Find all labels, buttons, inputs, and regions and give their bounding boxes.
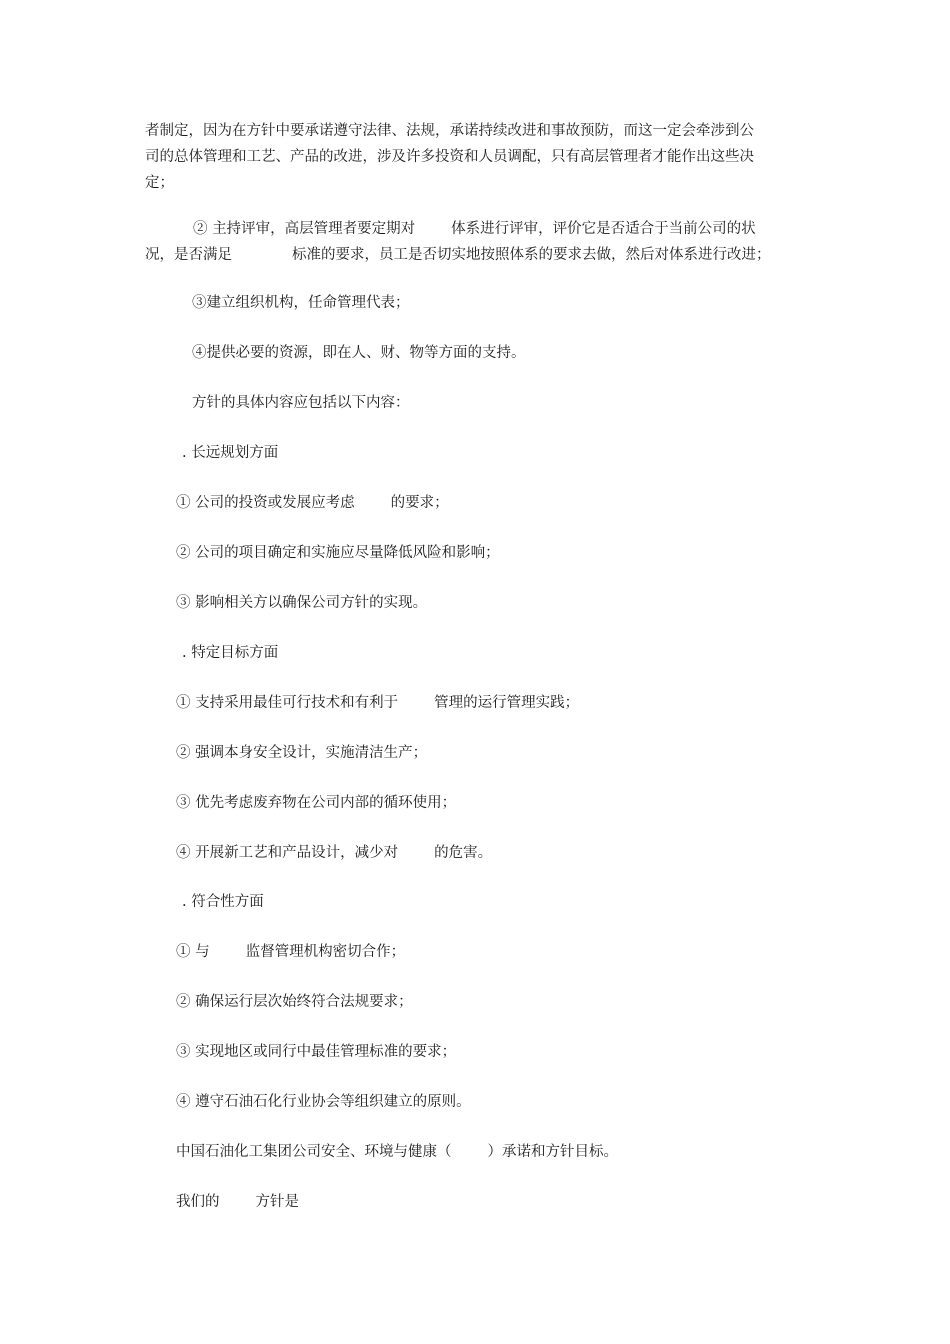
section-b-item-4: ④ 开展新工艺和产品设计，减少对 的危害。 xyxy=(176,845,493,861)
section-c-item-1: ① 与 监督管理机构密切合作； xyxy=(176,944,406,960)
item-2-line-2: 况，是否满足 标准的要求，员工是否切实地按照体系的要求去做，然后对体系进行改进； xyxy=(145,247,771,263)
policy-intro: 方针的具体内容应包括以下内容： xyxy=(192,395,410,411)
section-c-item-4: ④ 遵守石油石化行业协会等组织建立的原则。 xyxy=(176,1094,471,1110)
section-a-item-3: ③ 影响相关方以确保公司方针的实现。 xyxy=(176,595,428,611)
section-a-item-2: ② 公司的项目确定和实施应尽量降低风险和影响； xyxy=(176,545,500,561)
section-b-item-3: ③ 优先考虑废弃物在公司内部的循环使用； xyxy=(176,795,457,811)
section-b-item-1: ① 支持采用最佳可行技术和有利于 管理的运行管理实践； xyxy=(176,695,580,711)
section-a-heading: . 长远规划方面 xyxy=(182,445,279,461)
section-a-item-1: ① 公司的投资或发展应考虑 的要求； xyxy=(176,495,449,511)
section-b-item-2: ② 强调本身安全设计，实施清洁生产； xyxy=(176,745,428,761)
section-b-heading: . 特定目标方面 xyxy=(182,645,279,661)
section-c-item-3: ③ 实现地区或同行中最佳管理标准的要求； xyxy=(176,1044,457,1060)
item-3: ③建立组织机构，任命管理代表； xyxy=(192,295,410,311)
our-policy-line: 我们的 方针是 xyxy=(176,1194,299,1210)
item-2-line-1: ② 主持评审，高层管理者要定期对 体系进行评审，评价它是否适合于当前公司的状 xyxy=(193,221,756,237)
item-2-paragraph xyxy=(145,216,805,268)
sinopec-statement: 中国石油化工集团公司安全、环境与健康（ ）承诺和方针目标。 xyxy=(176,1144,618,1160)
intro-line-3: 定； xyxy=(145,175,174,191)
intro-paragraph xyxy=(145,118,805,196)
item-4: ④提供必要的资源，即在人、财、物等方面的支持。 xyxy=(192,345,526,361)
intro-line-2: 司的总体管理和工艺、产品的改进，涉及许多投资和人员调配，只有高层管理者才能作出这些决 xyxy=(145,149,754,165)
intro-line-1: 者制定，因为在方针中要承诺遵守法律、法规，承诺持续改进和事故预防，而这一定会牵涉到公 xyxy=(145,123,754,139)
section-c-item-2: ② 确保运行层次始终符合法规要求； xyxy=(176,994,413,1010)
section-c-heading: . 符合性方面 xyxy=(182,894,264,910)
